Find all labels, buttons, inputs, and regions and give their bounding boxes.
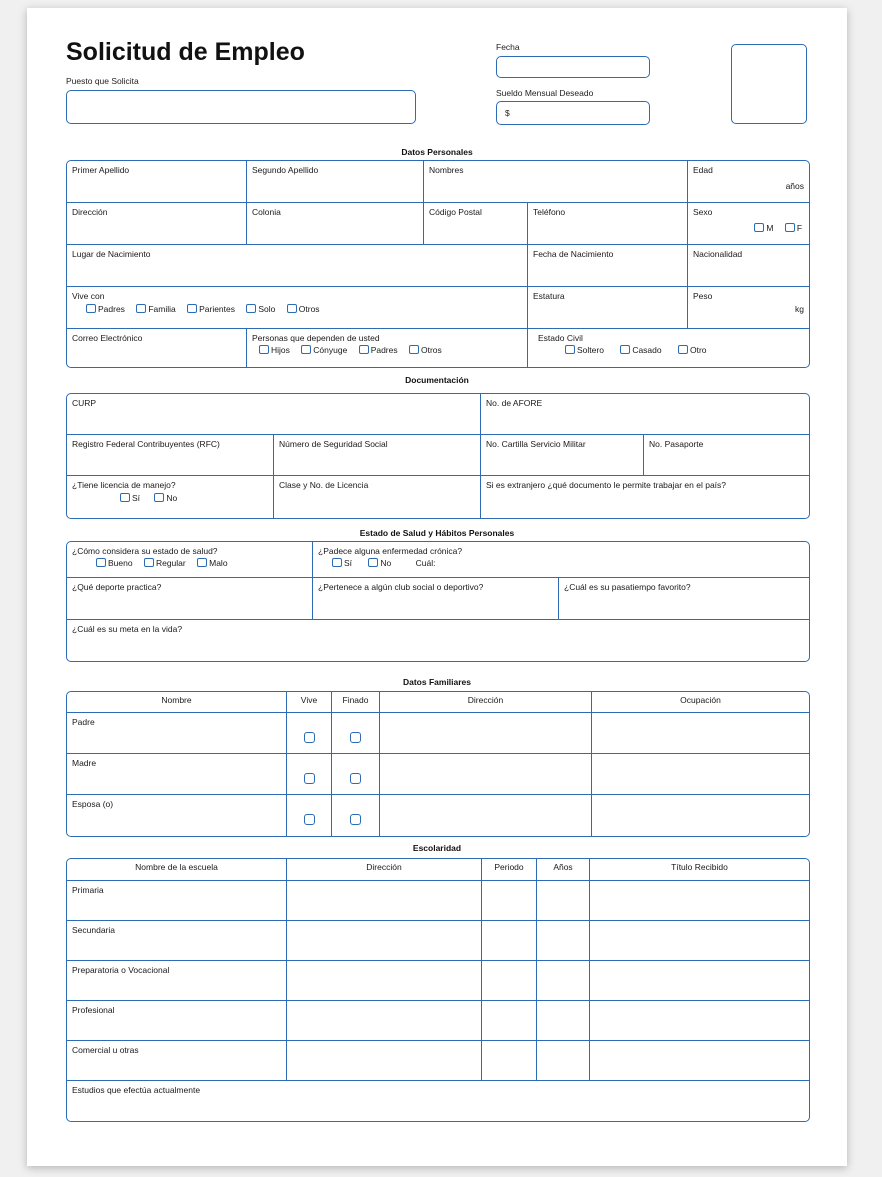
section-title-escolaridad: Escolaridad (412, 843, 462, 853)
escolaridad-direccion-cell[interactable] (287, 921, 482, 961)
cronica-label: ¿Padece alguna enfermedad crónica? (318, 546, 463, 556)
sueldo-input[interactable] (496, 101, 650, 125)
sueldo-label: Sueldo Mensual Deseado (496, 88, 594, 98)
fecha-label: Fecha (496, 42, 520, 52)
colonia-field[interactable] (247, 203, 424, 245)
club-label: ¿Pertenece a algún club social o deportivo? (318, 582, 484, 592)
esposa-ocupacion-field[interactable] (592, 795, 809, 836)
estado-salud-label: ¿Cómo considera su estado de salud? (72, 546, 218, 556)
licencia-no-label: No (166, 493, 178, 503)
madre-direccion-field[interactable] (380, 754, 592, 795)
escolaridad-row-label: Profesional (72, 1005, 115, 1015)
escolaridad-direccion-cell[interactable] (287, 1001, 482, 1041)
esposa-field[interactable] (67, 795, 287, 836)
edad-field[interactable] (688, 161, 809, 203)
preparatoria-field[interactable] (67, 961, 287, 1001)
estudios-actuales-field[interactable] (67, 1081, 809, 1121)
estudios-actuales-label: Estudios que efectúa actualmente (72, 1085, 201, 1095)
escolaridad-direccion-cell[interactable] (287, 1041, 482, 1081)
dependen-otros-checkbox[interactable] (409, 345, 419, 354)
table-row (67, 713, 809, 754)
rfc-label: Registro Federal Contribuyentes (RFC) (72, 439, 220, 449)
nss-label: Número de Seguridad Social (279, 439, 388, 449)
escolaridad-titulo-cell[interactable] (590, 961, 809, 1001)
fecha-input[interactable] (496, 56, 650, 78)
dependen-option-label: Hijos (271, 345, 290, 355)
vive-option-label: Padres (98, 304, 125, 314)
esposa-direccion-field[interactable] (380, 795, 592, 836)
table-row (67, 881, 809, 921)
documentacion-table (66, 393, 810, 519)
estado-civil-label: Estado Civil (538, 333, 583, 343)
peso-label: Peso (693, 291, 713, 301)
dependen-padres-checkbox[interactable] (359, 345, 369, 354)
salud-table (66, 541, 810, 662)
civil-casado-checkbox[interactable] (620, 345, 630, 354)
personales-table (66, 160, 810, 368)
licencia-no-checkbox[interactable] (154, 493, 164, 502)
familiares-header: Dirección (380, 692, 592, 713)
cronica-no-checkbox[interactable] (368, 558, 378, 567)
escolaridad-periodo-cell[interactable] (482, 961, 537, 1001)
escolaridad-header: Dirección (287, 859, 482, 881)
escolaridad-direccion-cell[interactable] (287, 961, 482, 1001)
escolaridad-periodo-cell[interactable] (482, 881, 537, 921)
cual-label: Cuál: (415, 558, 436, 568)
madre-vive-checkbox[interactable] (304, 773, 315, 784)
escolaridad-anos-cell[interactable] (537, 881, 590, 921)
vive-padres-checkbox[interactable] (86, 304, 96, 313)
vive-option-label: Otros (298, 304, 320, 314)
table-row (67, 795, 809, 836)
estatura-label: Estatura (533, 291, 565, 301)
table-row (67, 754, 809, 795)
escolaridad-row-label: Comercial u otras (72, 1045, 139, 1055)
escolaridad-titulo-cell[interactable] (590, 921, 809, 961)
extranjero-label: Si es extranjero ¿qué documento le permite trabajar en el país? (486, 480, 727, 490)
civil-option-label: Casado (632, 345, 662, 355)
currency-symbol: $ (505, 108, 510, 118)
dependen-option-label: Cónyuge (313, 345, 348, 355)
salud-option-label: Bueno (108, 558, 133, 568)
salud-regular-checkbox[interactable] (144, 558, 154, 567)
fecha-nacimiento-field[interactable] (528, 245, 688, 287)
dependen-field (247, 329, 528, 367)
table-row (67, 1001, 809, 1041)
sexo-f-label: F (796, 223, 803, 233)
escolaridad-header: Nombre de la escuela (67, 859, 287, 881)
club-field[interactable] (313, 578, 559, 620)
esposa-vive-checkbox[interactable] (304, 814, 315, 825)
clase-licencia-label: Clase y No. de Licencia (279, 480, 369, 490)
sexo-f-checkbox[interactable] (785, 223, 795, 232)
section-title-documentacion: Documentación (405, 375, 469, 385)
segundo-apellido-label: Segundo Apellido (252, 165, 319, 175)
familiares-header: Vive (287, 692, 332, 713)
curp-label: CURP (72, 398, 97, 408)
anos-label: años (785, 181, 805, 191)
cronica-no-label: No (380, 558, 392, 568)
form-title: Solicitud de Empleo (66, 38, 305, 66)
vive-option-label: Solo (258, 304, 276, 314)
edad-label: Edad (693, 165, 713, 175)
afore-field[interactable] (481, 394, 809, 435)
padre-field[interactable] (67, 713, 287, 754)
vive-familia-checkbox[interactable] (136, 304, 146, 313)
peso-field[interactable] (688, 287, 809, 329)
section-title-salud: Estado de Salud y Hábitos Personales (359, 528, 515, 538)
pasatiempo-field[interactable] (559, 578, 809, 620)
escolaridad-row-label: Primaria (72, 885, 104, 895)
familiares-header: Ocupación (592, 692, 809, 713)
meta-field[interactable] (67, 620, 809, 661)
direccion-field[interactable] (67, 203, 247, 245)
codigo-postal-label: Código Postal (429, 207, 482, 217)
escolaridad-titulo-cell[interactable] (590, 1001, 809, 1041)
familiares-header: Finado (332, 692, 380, 713)
cartilla-field[interactable] (481, 435, 644, 476)
deporte-label: ¿Qué deporte practica? (72, 582, 162, 592)
licencia-si-label: Sí (132, 493, 141, 503)
table-row (67, 1041, 809, 1081)
padre-ocupacion-field[interactable] (592, 713, 809, 754)
madre-finado-checkbox[interactable] (350, 773, 361, 784)
familiar-row-label: Esposa (o) (72, 799, 114, 809)
padre-vive-checkbox[interactable] (304, 732, 315, 743)
lugar-nacimiento-label: Lugar de Nacimiento (72, 249, 151, 259)
secundaria-field[interactable] (67, 921, 287, 961)
segundo-apellido-field[interactable] (247, 161, 424, 203)
cronica-field (313, 542, 809, 578)
escolaridad-anos-cell[interactable] (537, 1001, 590, 1041)
dependen-option-label: Otros (421, 345, 442, 355)
licencia-si-checkbox[interactable] (120, 493, 130, 502)
estado-civil-field (528, 329, 809, 367)
familiar-row-label: Madre (72, 758, 97, 768)
civil-soltero-checkbox[interactable] (565, 345, 575, 354)
comercial-field[interactable] (67, 1041, 287, 1081)
nss-field[interactable] (274, 435, 481, 476)
correo-field[interactable] (67, 329, 247, 367)
telefono-field[interactable] (528, 203, 688, 245)
padre-direccion-field[interactable] (380, 713, 592, 754)
salud-option-label: Malo (209, 558, 228, 568)
estado-salud-field (67, 542, 313, 578)
civil-otro-checkbox[interactable] (678, 345, 688, 354)
meta-label: ¿Cuál es su meta en la vida? (72, 624, 183, 634)
escolaridad-periodo-cell[interactable] (482, 1001, 537, 1041)
licencia-field (67, 476, 274, 518)
licencia-label: ¿Tiene licencia de manejo? (72, 480, 176, 490)
curp-field[interactable] (67, 394, 481, 435)
escolaridad-table (66, 858, 810, 1122)
vive-con-label: Vive con (72, 291, 105, 301)
dependen-label: Personas que dependen de usted (252, 333, 380, 343)
nacionalidad-field[interactable] (688, 245, 809, 287)
escolaridad-periodo-cell[interactable] (482, 921, 537, 961)
dependen-option-label: Padres (370, 345, 398, 355)
salud-bueno-checkbox[interactable] (96, 558, 106, 567)
colonia-label: Colonia (252, 207, 281, 217)
vive-con-field (67, 287, 528, 329)
pasatiempo-label: ¿Cuál es su pasatiempo favorito? (564, 582, 691, 592)
escolaridad-header: Años (537, 859, 590, 881)
vive-option-label: Familia (148, 304, 176, 314)
escolaridad-header: Título Recibido (590, 859, 809, 881)
familiar-row-label: Padre (72, 717, 95, 727)
escolaridad-row-label: Secundaria (72, 925, 116, 935)
padre-finado-checkbox[interactable] (350, 732, 361, 743)
codigo-postal-field[interactable] (424, 203, 528, 245)
section-title-familiares: Datos Familiares (402, 677, 472, 687)
escolaridad-anos-cell[interactable] (537, 961, 590, 1001)
escolaridad-direccion-cell[interactable] (287, 881, 482, 921)
madre-ocupacion-field[interactable] (592, 754, 809, 795)
direccion-label: Dirección (72, 207, 108, 217)
primer-apellido-field[interactable] (67, 161, 247, 203)
sexo-label: Sexo (693, 207, 713, 217)
familiares-table (66, 691, 810, 837)
table-row (67, 961, 809, 1001)
profesional-field[interactable] (67, 1001, 287, 1041)
escolaridad-header: Periodo (482, 859, 537, 881)
primaria-field[interactable] (67, 881, 287, 921)
sexo-m-checkbox[interactable] (754, 223, 764, 232)
pasaporte-label: No. Pasaporte (649, 439, 704, 449)
primer-apellido-label: Primer Apellido (72, 165, 130, 175)
escolaridad-periodo-cell[interactable] (482, 1041, 537, 1081)
cartilla-label: No. Cartilla Servicio Militar (486, 439, 586, 449)
salud-malo-checkbox[interactable] (197, 558, 207, 567)
escolaridad-anos-cell[interactable] (537, 1041, 590, 1081)
puesto-label: Puesto que Solicita (66, 76, 139, 86)
vive-parientes-checkbox[interactable] (187, 304, 197, 313)
fecha-nacimiento-label: Fecha de Nacimiento (533, 249, 614, 259)
puesto-input[interactable] (66, 90, 416, 124)
clase-licencia-field[interactable] (274, 476, 481, 518)
afore-label: No. de AFORE (486, 398, 543, 408)
nombres-label: Nombres (429, 165, 464, 175)
correo-label: Correo Electrónico (72, 333, 143, 343)
table-row (67, 921, 809, 961)
madre-field[interactable] (67, 754, 287, 795)
sexo-field (688, 203, 809, 245)
deporte-field[interactable] (67, 578, 313, 620)
civil-option-label: Otro (690, 345, 707, 355)
nombres-field[interactable] (424, 161, 688, 203)
photo-box (731, 44, 807, 124)
familiares-header: Nombre (67, 692, 287, 713)
rfc-field[interactable] (67, 435, 274, 476)
sexo-m-label: M (766, 223, 774, 233)
section-title-personales: Datos Personales (401, 147, 473, 157)
esposa-finado-checkbox[interactable] (350, 814, 361, 825)
lugar-nacimiento-field[interactable] (67, 245, 528, 287)
salud-option-label: Regular (155, 558, 186, 568)
escolaridad-row-label: Preparatoria o Vocacional (72, 965, 170, 975)
nacionalidad-label: Nacionalidad (693, 249, 743, 259)
vive-solo-checkbox[interactable] (246, 304, 256, 313)
estatura-field[interactable] (528, 287, 688, 329)
dependen-conyuge-checkbox[interactable] (301, 345, 311, 354)
vive-otros-checkbox[interactable] (287, 304, 297, 313)
escolaridad-titulo-cell[interactable] (590, 881, 809, 921)
civil-option-label: Soltero (577, 345, 604, 355)
escolaridad-anos-cell[interactable] (537, 921, 590, 961)
cronica-si-label: Sí (344, 558, 353, 568)
escolaridad-titulo-cell[interactable] (590, 1041, 809, 1081)
kg-label: kg (795, 304, 805, 314)
pasaporte-field[interactable] (644, 435, 809, 476)
vive-option-label: Parientes (199, 304, 236, 314)
telefono-label: Teléfono (533, 207, 566, 217)
extranjero-field[interactable] (481, 476, 809, 518)
dependen-hijos-checkbox[interactable] (259, 345, 269, 354)
cronica-si-checkbox[interactable] (332, 558, 342, 567)
